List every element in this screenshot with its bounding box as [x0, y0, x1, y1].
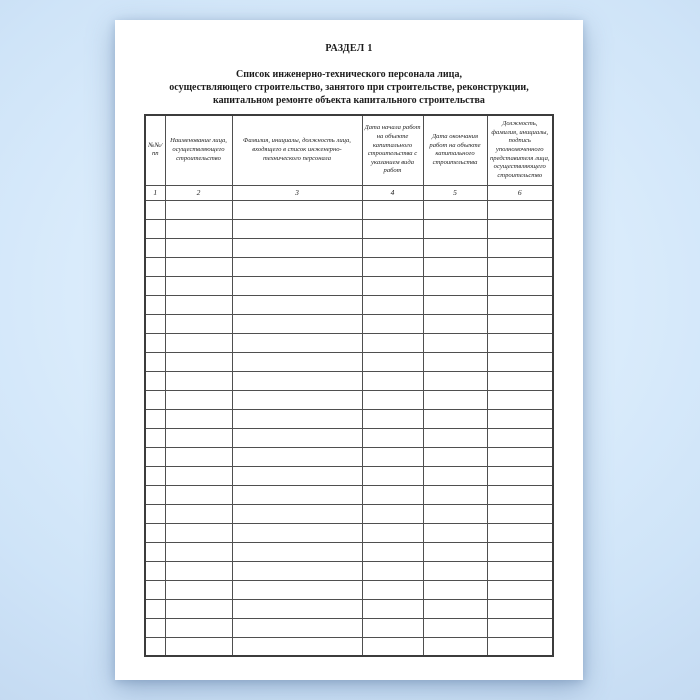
table-cell	[145, 523, 165, 542]
table-row	[145, 409, 553, 428]
column-number: 3	[232, 185, 362, 200]
table-row	[145, 637, 553, 656]
table-cell	[362, 409, 423, 428]
table-cell	[145, 295, 165, 314]
table-cell	[362, 371, 423, 390]
table-cell	[423, 276, 487, 295]
table-cell	[423, 523, 487, 542]
table-row	[145, 219, 553, 238]
table-cell	[362, 561, 423, 580]
table-cell	[145, 447, 165, 466]
col-header-representative-signature: Должность, фамилия, инициалы, подпись уполномоченного представителя лица, осуществляющего строительство	[487, 115, 553, 185]
table-cell	[232, 219, 362, 238]
table-cell	[232, 466, 362, 485]
table-row	[145, 352, 553, 371]
table-cell	[362, 485, 423, 504]
table-cell	[145, 542, 165, 561]
table-cell	[487, 333, 553, 352]
personnel-table	[144, 114, 554, 657]
table-row	[145, 428, 553, 447]
column-number: 5	[423, 185, 487, 200]
table-row	[145, 542, 553, 561]
table-cell	[165, 295, 232, 314]
col-header-work-end-date: Дата окончания работ на объекте капитального строительства	[423, 115, 487, 185]
table-cell	[165, 618, 232, 637]
table-cell	[145, 599, 165, 618]
table-cell	[423, 314, 487, 333]
table-cell	[423, 371, 487, 390]
table-cell	[423, 409, 487, 428]
table-cell	[362, 219, 423, 238]
table-cell	[362, 618, 423, 637]
table-cell	[145, 238, 165, 257]
table-cell	[145, 200, 165, 219]
column-number: 1	[145, 185, 165, 200]
table-cell	[423, 504, 487, 523]
subtitle-line-1: Список инженерно-технического персонала лица,	[236, 69, 462, 80]
table-cell	[487, 371, 553, 390]
table-cell	[487, 257, 553, 276]
column-number: 6	[487, 185, 553, 200]
table-cell	[362, 466, 423, 485]
table-cell	[145, 618, 165, 637]
table-cell	[362, 238, 423, 257]
table-row	[145, 485, 553, 504]
table-cell	[423, 200, 487, 219]
table-cell	[145, 390, 165, 409]
table-cell	[145, 580, 165, 599]
table-cell	[423, 390, 487, 409]
table-cell	[165, 504, 232, 523]
table-cell	[487, 504, 553, 523]
table-cell	[362, 637, 423, 656]
col-header-personnel-name: Фамилия, инициалы, должность лица, входящего в список инженерно-технического персонала	[232, 115, 362, 185]
table-cell	[487, 390, 553, 409]
document-subtitle	[115, 68, 583, 107]
table-cell	[487, 561, 553, 580]
table-cell	[362, 295, 423, 314]
table-cell	[423, 352, 487, 371]
table-cell	[487, 523, 553, 542]
table-cell	[232, 390, 362, 409]
table-cell	[165, 637, 232, 656]
table-cell	[362, 599, 423, 618]
table-cell	[487, 200, 553, 219]
table-cell	[165, 409, 232, 428]
table-cell	[232, 447, 362, 466]
table-cell	[145, 371, 165, 390]
table-cell	[165, 447, 232, 466]
table-cell	[423, 428, 487, 447]
table-cell	[487, 618, 553, 637]
table-cell	[165, 257, 232, 276]
table-cell	[423, 257, 487, 276]
section-title: РАЗДЕЛ 1	[325, 43, 373, 54]
table-cell	[362, 276, 423, 295]
table-cell	[145, 561, 165, 580]
col-header-builder-name: Наименование лица, осуществляющего строительство	[165, 115, 232, 185]
table-cell	[232, 314, 362, 333]
table-cell	[362, 333, 423, 352]
table-cell	[232, 295, 362, 314]
table-row	[145, 295, 553, 314]
table-cell	[165, 542, 232, 561]
table-cell	[487, 295, 553, 314]
table-cell	[487, 238, 553, 257]
table-body	[145, 200, 553, 656]
table-cell	[362, 390, 423, 409]
table-row	[145, 200, 553, 219]
table-cell	[362, 200, 423, 219]
table-cell	[423, 295, 487, 314]
column-numbers-row	[145, 185, 553, 200]
table-cell	[487, 542, 553, 561]
table-cell	[232, 618, 362, 637]
table-cell	[423, 618, 487, 637]
table-row	[145, 257, 553, 276]
table-cell	[423, 238, 487, 257]
table-cell	[145, 276, 165, 295]
table-cell	[165, 428, 232, 447]
table-row	[145, 447, 553, 466]
table-cell	[487, 447, 553, 466]
table-cell	[145, 504, 165, 523]
table-cell	[165, 219, 232, 238]
table-row	[145, 333, 553, 352]
table-cell	[362, 428, 423, 447]
table-row	[145, 561, 553, 580]
table-cell	[232, 200, 362, 219]
table-cell	[145, 257, 165, 276]
table-cell	[232, 276, 362, 295]
table-cell	[145, 637, 165, 656]
table-row	[145, 466, 553, 485]
table-row	[145, 618, 553, 637]
table-cell	[487, 599, 553, 618]
table-cell	[487, 314, 553, 333]
table-cell	[362, 447, 423, 466]
table-cell	[423, 580, 487, 599]
table-cell	[145, 314, 165, 333]
table-cell	[165, 580, 232, 599]
table-cell	[165, 599, 232, 618]
table-cell	[232, 523, 362, 542]
table-cell	[423, 485, 487, 504]
table-cell	[232, 409, 362, 428]
table-cell	[165, 485, 232, 504]
table-cell	[487, 219, 553, 238]
table-row	[145, 238, 553, 257]
table-cell	[232, 504, 362, 523]
table-cell	[145, 333, 165, 352]
table-cell	[487, 485, 553, 504]
table-cell	[487, 428, 553, 447]
subtitle-line-2: осуществляющего строительство, занятого при строительстве, реконструкции,	[169, 82, 529, 93]
table-row	[145, 580, 553, 599]
table-row	[145, 276, 553, 295]
table-cell	[362, 352, 423, 371]
table-cell	[423, 219, 487, 238]
table-cell	[232, 599, 362, 618]
table-cell	[232, 352, 362, 371]
table-cell	[165, 371, 232, 390]
table-cell	[165, 238, 232, 257]
table-cell	[165, 333, 232, 352]
document-page	[115, 20, 583, 680]
table-cell	[145, 428, 165, 447]
table-cell	[487, 276, 553, 295]
col-header-work-start-date: Дата начала работ на объекте капитального строительства с указанием вида работ	[362, 115, 423, 185]
table-cell	[423, 637, 487, 656]
table-cell	[232, 485, 362, 504]
table-cell	[487, 352, 553, 371]
subtitle-line-3: капитальном ремонте объекта капитального строительства	[213, 95, 485, 106]
table-cell	[487, 637, 553, 656]
table-cell	[165, 466, 232, 485]
table-cell	[232, 333, 362, 352]
table-cell	[145, 485, 165, 504]
column-number: 2	[165, 185, 232, 200]
table-cell	[362, 523, 423, 542]
table-cell	[487, 409, 553, 428]
table-cell	[423, 542, 487, 561]
table-cell	[487, 466, 553, 485]
table-cell	[232, 238, 362, 257]
table-cell	[423, 561, 487, 580]
table-cell	[165, 390, 232, 409]
table-cell	[232, 637, 362, 656]
table-row	[145, 371, 553, 390]
table-cell	[423, 466, 487, 485]
table-cell	[362, 257, 423, 276]
table-cell	[232, 428, 362, 447]
table-cell	[487, 580, 553, 599]
table-row	[145, 390, 553, 409]
table-cell	[423, 333, 487, 352]
table-cell	[145, 409, 165, 428]
table-cell	[232, 542, 362, 561]
table-cell	[362, 504, 423, 523]
table-cell	[165, 561, 232, 580]
table-row	[145, 314, 553, 333]
table-cell	[165, 200, 232, 219]
table-cell	[232, 371, 362, 390]
table-cell	[145, 219, 165, 238]
table-cell	[232, 257, 362, 276]
table-cell	[165, 523, 232, 542]
table-cell	[362, 542, 423, 561]
column-number: 4	[362, 185, 423, 200]
table-row	[145, 504, 553, 523]
table-cell	[145, 352, 165, 371]
table-cell	[165, 276, 232, 295]
table-cell	[423, 447, 487, 466]
table-cell	[145, 466, 165, 485]
table-row	[145, 523, 553, 542]
table-cell	[423, 599, 487, 618]
table-cell	[232, 561, 362, 580]
table-cell	[165, 352, 232, 371]
table-cell	[165, 314, 232, 333]
table-cell	[362, 314, 423, 333]
col-header-number: №№/ пп	[145, 115, 165, 185]
table-header-row	[145, 115, 553, 185]
table-cell	[232, 580, 362, 599]
table-cell	[362, 580, 423, 599]
table-row	[145, 599, 553, 618]
